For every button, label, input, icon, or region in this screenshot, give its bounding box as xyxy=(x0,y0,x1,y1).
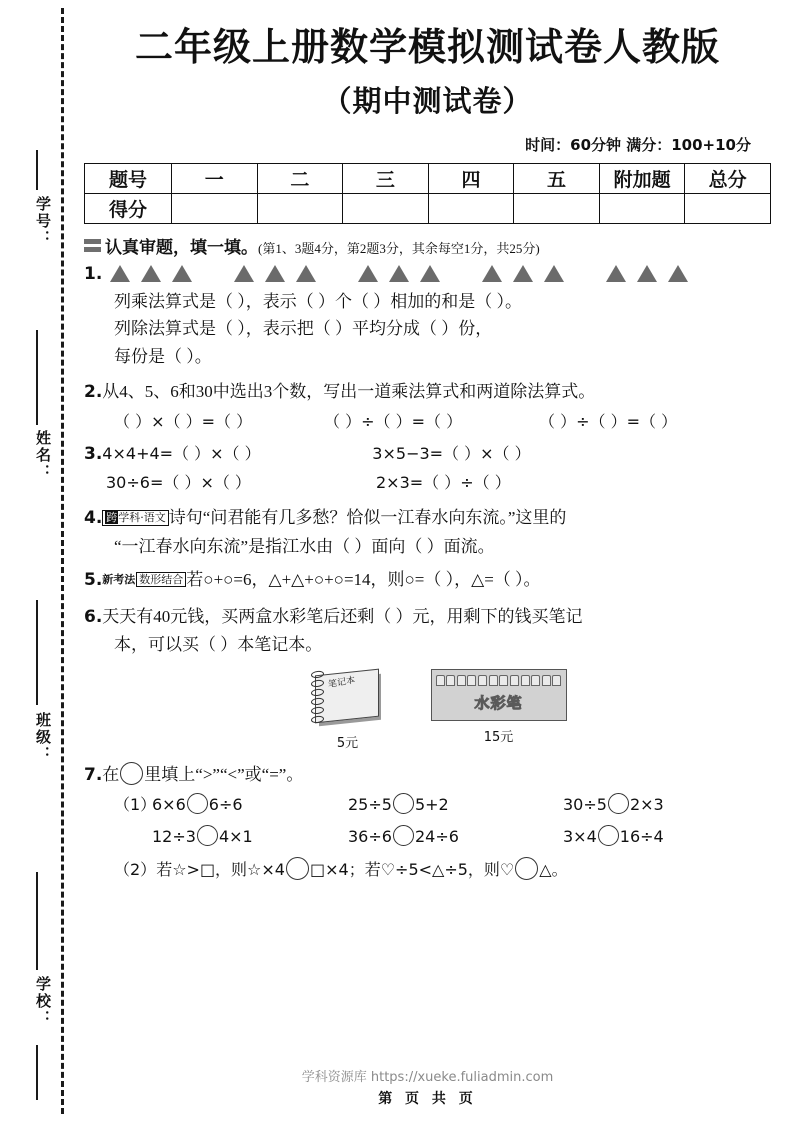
compare-item xyxy=(152,789,348,821)
score-table-col-6: 总分 xyxy=(685,163,771,193)
compare-item xyxy=(348,789,563,821)
margin-divider-3 xyxy=(36,600,38,705)
badge-new-method-bold: 新考法 xyxy=(102,573,136,587)
answer-circle[interactable] xyxy=(187,793,208,814)
score-cell-2[interactable] xyxy=(343,193,429,223)
question-5-text[interactable]: 若○+○=6，△+△+○+○=14，则○=（ ），△=（ ）。 xyxy=(186,570,541,590)
margin-label-school: 学校： xyxy=(34,976,52,1027)
watermark-text: 学科资源库 https://xueke.fuliadmin.com xyxy=(301,1070,554,1085)
triangle-group xyxy=(358,265,440,282)
answer-circle[interactable] xyxy=(393,793,414,814)
question-6 xyxy=(62,603,793,659)
table-row-scores xyxy=(85,193,771,223)
question-4-line-1: 诗句“问君能有几多愁？恰似一江春水向东流。”这里的 xyxy=(168,508,567,528)
question-7-prompt-before: 在 xyxy=(102,764,120,784)
watercolor-pens-label: 水彩笔 xyxy=(474,693,523,712)
notebook-icon xyxy=(311,669,385,727)
badge-cross-subject xyxy=(102,510,169,526)
score-table-col-3: 四 xyxy=(428,163,514,193)
question-3-row2-item-0[interactable]: 30÷6=（ ）×（ ） xyxy=(106,473,251,493)
triangle-icon xyxy=(265,265,285,282)
margin-divider-4 xyxy=(36,872,38,970)
score-table xyxy=(84,163,771,224)
notebook-label: 笔记本 xyxy=(327,675,355,691)
table-row xyxy=(114,821,779,853)
score-table-col-0: 一 xyxy=(172,163,258,193)
watercolor-pens-price: 15元 xyxy=(483,729,514,745)
compare-left: 3×4 xyxy=(563,827,597,847)
compare-left: 25÷5 xyxy=(348,795,392,815)
question-4-number: 4. xyxy=(84,508,103,529)
title-block xyxy=(62,0,793,120)
product-watercolor-pens xyxy=(431,669,567,751)
question-7-part1 xyxy=(62,789,793,853)
question-7-part2-b: □×4；若♡÷5<△÷5，则♡ xyxy=(310,860,515,880)
question-2-blank-2[interactable]: （ ）÷（ ）=（ ） xyxy=(539,411,678,431)
question-1-number: 1. xyxy=(84,263,103,284)
badge-new-method-boxed: 数形结合 xyxy=(136,572,186,587)
question-1-triangles xyxy=(62,264,793,284)
answer-circle[interactable] xyxy=(120,762,143,785)
question-2-blank-1[interactable]: （ ）÷（ ）=（ ） xyxy=(324,411,463,431)
question-3-row2-item-1[interactable]: 2×3=（ ）÷（ ） xyxy=(376,473,511,493)
score-cell-5[interactable] xyxy=(599,193,685,223)
score-table-col-5: 附加题 xyxy=(599,163,685,193)
triangle-icon xyxy=(637,265,657,282)
question-3-row1-item-0[interactable]: 4×4+4=（ ）×（ ） xyxy=(102,443,261,463)
triangle-icon xyxy=(513,265,533,282)
triangle-group xyxy=(234,265,316,282)
triangle-icon xyxy=(420,265,440,282)
triangle-icon xyxy=(234,265,254,282)
triangle-icon xyxy=(110,265,130,282)
answer-circle[interactable] xyxy=(608,793,629,814)
question-6-product-figures xyxy=(62,669,793,751)
question-2-text: 从4、5、6和30中选出3个数，写出一道乘法算式和两道除法算式。 xyxy=(102,382,596,402)
compare-left: 36÷6 xyxy=(348,827,392,847)
question-2-number: 2. xyxy=(84,382,103,403)
question-5 xyxy=(62,566,793,595)
badge-new-method xyxy=(102,573,186,587)
triangle-icon xyxy=(544,265,564,282)
badge-cross-subject-rest: 学科·语文 xyxy=(118,511,166,525)
margin-label-student-id: 学号： xyxy=(34,196,52,247)
watercolor-pens-icon xyxy=(431,669,567,721)
compare-item xyxy=(348,821,563,853)
margin-label-class: 班级： xyxy=(34,712,52,763)
question-7-part2-a: 若☆>□，则☆×4 xyxy=(156,860,285,880)
triangle-icon xyxy=(358,265,378,282)
compare-right: 16÷4 xyxy=(619,827,664,847)
compare-right: 5+2 xyxy=(414,795,449,815)
triangle-icon xyxy=(141,265,161,282)
page-footer xyxy=(62,1066,793,1108)
row-lead-spacer xyxy=(114,821,152,853)
question-3-number: 3. xyxy=(84,443,103,464)
margin-label-name: 姓名： xyxy=(34,430,52,481)
compare-right: 24÷6 xyxy=(414,827,459,847)
question-7-part1-label: （1） xyxy=(114,795,157,815)
question-4-line-2: “一江春水向东流”是指江水由（ ）面向（ ）面流。 xyxy=(114,536,495,556)
margin-divider-2 xyxy=(36,330,38,425)
page-subtitle: （期中测试卷） xyxy=(322,83,533,118)
compare-item xyxy=(152,821,348,853)
question-6-number: 6. xyxy=(84,606,103,627)
question-1-line-1: 列乘法算式是（ ），表示（ ）个（ ）相加的和是（ ）。 xyxy=(114,291,522,311)
answer-circle[interactable] xyxy=(197,825,218,846)
question-7-part2-c: △。 xyxy=(539,860,568,880)
answer-circle[interactable] xyxy=(286,857,309,880)
table-row xyxy=(114,789,779,821)
question-1-body xyxy=(62,288,793,371)
compare-left: 30÷5 xyxy=(563,795,607,815)
question-3 xyxy=(62,441,793,496)
margin-divider-1 xyxy=(36,150,38,190)
question-2 xyxy=(62,378,793,434)
question-7-part2 xyxy=(62,857,793,880)
question-7 xyxy=(62,761,793,790)
answer-circle[interactable] xyxy=(598,825,619,846)
section-one-points: (第1、3题4分，第2题3分，其余每空1分，共25分) xyxy=(258,240,540,256)
score-cell-4[interactable] xyxy=(514,193,600,223)
compare-item xyxy=(563,821,759,853)
triangle-icon xyxy=(389,265,409,282)
margin-divider-5 xyxy=(36,1045,38,1100)
question-1-line-2: 列除法算式是（ ），表示把（ ）平均分成（ ）份， xyxy=(114,319,493,339)
answer-circle[interactable] xyxy=(393,825,414,846)
triangle-group xyxy=(606,265,688,282)
question-1-line-3: 每份是（ ）。 xyxy=(114,346,212,366)
triangle-group xyxy=(110,265,192,282)
exam-meta: 时间：60分钟 满分：100+10分 xyxy=(525,135,751,154)
triangle-icon xyxy=(606,265,626,282)
score-cell-0[interactable] xyxy=(172,193,258,223)
question-7-prompt-after: 里填上“>”“<”或“=”。 xyxy=(144,764,304,784)
page-title: 二年级上册数学模拟测试卷人教版 xyxy=(134,25,720,69)
triangle-group xyxy=(482,265,564,282)
triangle-icon xyxy=(668,265,688,282)
badge-cross-subject-inverted: 跨 xyxy=(106,511,118,525)
compare-left: 6×6 xyxy=(152,795,186,815)
question-4 xyxy=(62,504,793,560)
section-marker-icon xyxy=(84,239,101,252)
left-margin-strip xyxy=(0,0,62,1122)
section-header-one xyxy=(62,233,793,258)
page-number: 第 页 共 页 xyxy=(378,1091,477,1107)
score-cell-3[interactable] xyxy=(428,193,514,223)
notebook-rings xyxy=(311,670,323,721)
compare-right: 6÷6 xyxy=(208,795,243,815)
section-one-title: 认真审题，填一填。 xyxy=(105,237,258,258)
question-2-blank-0[interactable]: （ ）×（ ）=（ ） xyxy=(114,411,253,431)
question-5-number: 5. xyxy=(84,570,103,591)
triangle-icon xyxy=(482,265,502,282)
score-table-col-4: 五 xyxy=(514,163,600,193)
compare-right: 4×1 xyxy=(218,827,253,847)
triangle-icon xyxy=(296,265,316,282)
score-cell-6[interactable] xyxy=(685,193,771,223)
exam-page xyxy=(62,0,793,1122)
pen-caps xyxy=(436,675,562,686)
compare-right: 2×3 xyxy=(629,795,664,815)
triangle-icon xyxy=(172,265,192,282)
notebook-price: 5元 xyxy=(336,735,359,751)
question-7-part2-label: （2） xyxy=(114,860,157,880)
score-table-row-label-1: 得分 xyxy=(85,193,172,223)
score-table-col-1: 二 xyxy=(257,163,343,193)
question-3-row1-item-1[interactable]: 3×5−3=（ ）×（ ） xyxy=(372,443,531,463)
score-table-col-2: 三 xyxy=(343,163,429,193)
score-cell-1[interactable] xyxy=(257,193,343,223)
question-7-number: 7. xyxy=(84,764,103,785)
question-6-line-2: 本，可以买（ ）本笔记本。 xyxy=(114,635,323,655)
score-table-wrap xyxy=(62,163,793,224)
question-6-line-1: 天天有40元钱，买两盒水彩笔后还剩（ ）元，用剩下的钱买笔记 xyxy=(102,606,583,626)
product-notebook xyxy=(311,669,385,751)
compare-item xyxy=(563,789,759,821)
table-row-headers xyxy=(85,163,771,193)
score-table-row-label-0: 题号 xyxy=(85,163,172,193)
compare-left: 12÷3 xyxy=(152,827,196,847)
answer-circle[interactable] xyxy=(515,857,538,880)
